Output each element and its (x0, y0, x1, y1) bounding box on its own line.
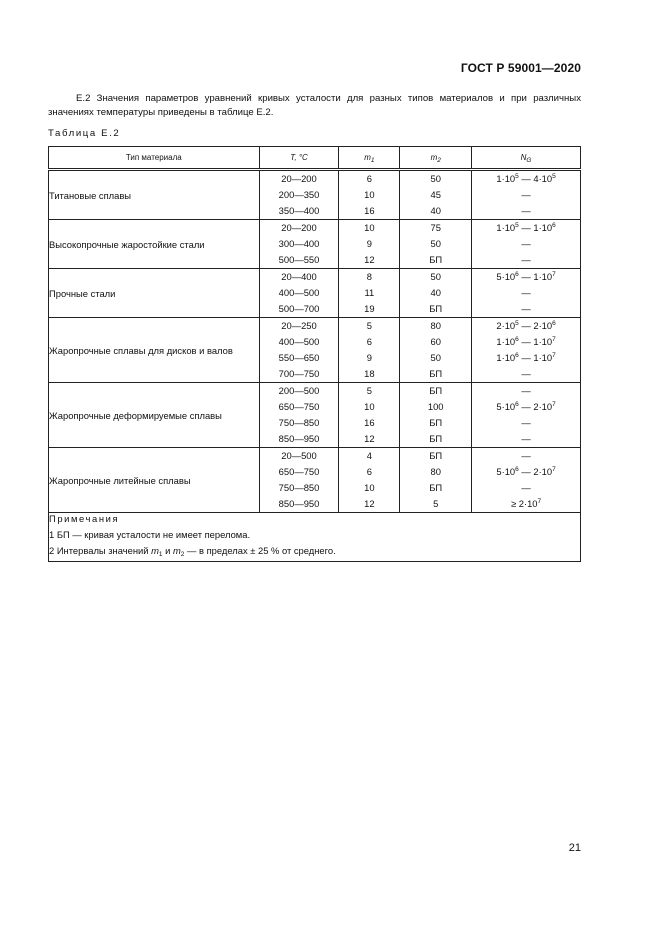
m2-value: БП (429, 303, 443, 314)
table-caption: Таблица Е.2 (48, 128, 121, 139)
ng-value: $1\cdot 10^6$ — $1\cdot 10^7$ (496, 336, 556, 347)
material-name-cell: Прочные стали (49, 269, 260, 318)
column-header-m2 (400, 147, 472, 170)
ng-value: — (521, 303, 531, 314)
intro-paragraph: Е.2 Значения параметров уравнений кривых усталости для разных типов материалов и при различных значениях температуры приведены в таблице Е.2. (48, 93, 581, 118)
table-row (49, 383, 581, 448)
temperature-range: 200—500 (278, 385, 320, 396)
m1-value: 18 (364, 368, 375, 379)
m2-value: 50 (430, 173, 441, 184)
notes-heading: Примечания (49, 513, 120, 524)
column-header-ng (472, 147, 581, 170)
m1-value-cell (339, 383, 400, 448)
m1-value: 4 (366, 450, 372, 461)
temperature-range: 200—350 (278, 189, 320, 200)
m2-value: 50 (430, 352, 441, 363)
m1-value: 9 (366, 238, 372, 249)
notes-row (49, 513, 581, 562)
fatigue-parameters-table (48, 146, 581, 562)
table-row (49, 170, 581, 220)
ng-value: $5\cdot 10^6$ — $1\cdot 10^7$ (496, 271, 556, 282)
m1-value-cell (339, 318, 400, 383)
temperature-range: 650—750 (278, 401, 320, 412)
temperature-range: 700—750 (278, 368, 320, 379)
ng-value: — (521, 189, 531, 200)
m1-value: 10 (364, 482, 375, 493)
m1-value: 8 (366, 271, 372, 282)
temperature-range: 750—850 (278, 482, 320, 493)
m2-value-cell (400, 269, 472, 318)
table-row (49, 220, 581, 269)
column-header-m2-text: $m_2$ (430, 153, 441, 164)
ng-value-cell (472, 383, 581, 448)
ng-value: $2\cdot 10^5$ — $2\cdot 10^6$ (496, 320, 556, 331)
temperature-range: 20—200 (281, 173, 317, 184)
temperature-range: 20—400 (281, 271, 317, 282)
m1-value: 12 (364, 498, 375, 509)
table-row (49, 448, 581, 513)
ng-value-cell (472, 318, 581, 383)
m2-value: 80 (430, 320, 441, 331)
m2-value: 45 (430, 189, 441, 200)
m1-value: 10 (364, 401, 375, 412)
m1-value: 16 (364, 417, 375, 428)
m1-value: 12 (364, 254, 375, 265)
m2-value-cell (400, 318, 472, 383)
column-header-material: Тип материала (49, 147, 260, 170)
ng-value: $1\cdot 10^6$ — $1\cdot 10^7$ (496, 352, 556, 363)
temperature-range-cell (259, 269, 339, 318)
table-row (49, 318, 581, 383)
temperature-range: 20—200 (281, 222, 317, 233)
ng-value: — (521, 238, 531, 249)
ng-value: — (521, 482, 531, 493)
temperature-range: 400—500 (278, 287, 320, 298)
m2-value: 80 (430, 466, 441, 477)
m2-value: 75 (430, 222, 441, 233)
ng-value: — (521, 205, 531, 216)
m2-value: 50 (430, 238, 441, 249)
ng-value: — (521, 254, 531, 265)
material-name-cell: Жаропрочные деформируемые сплавы (49, 383, 260, 448)
temperature-range: 850—950 (278, 433, 320, 444)
m2-value: 40 (430, 287, 441, 298)
temperature-range: 750—850 (278, 417, 320, 428)
note-line-1: 1 БП — кривая усталости не имеет перелома. (49, 529, 251, 540)
m2-value: БП (429, 368, 443, 379)
temperature-range-cell (259, 383, 339, 448)
page-number: 21 (568, 842, 581, 854)
note-line-2: 2 Интервалы значений $m_1$ и $m_2$ — в пределах ± 25 % от среднего. (49, 545, 336, 558)
ng-value: — (521, 385, 531, 396)
m1-value-cell (339, 448, 400, 513)
standard-designation: ГОСТ Р 59001—2020 (460, 61, 581, 75)
temperature-range: 20—250 (281, 320, 317, 331)
m1-value-cell (339, 170, 400, 220)
temperature-range: 650—750 (278, 466, 320, 477)
ng-value: ≥ $2\cdot 10^7$ (510, 498, 542, 509)
column-header-m1-text: $m_1$ (364, 153, 375, 164)
column-header-ng-text: $N_G$ (520, 153, 532, 164)
ng-value: — (521, 417, 531, 428)
m1-value: 6 (366, 173, 372, 184)
ng-value: — (521, 450, 531, 461)
m1-value: 6 (366, 466, 372, 477)
m2-value: БП (429, 482, 443, 493)
temperature-range: 550—650 (278, 352, 320, 363)
m2-value: БП (429, 450, 443, 461)
m1-value: 19 (364, 303, 375, 314)
m2-value: 50 (430, 271, 441, 282)
material-name-cell: Высокопрочные жаростойкие стали (49, 220, 260, 269)
m2-value: 100 (427, 401, 444, 412)
temperature-range: 300—400 (278, 238, 320, 249)
m2-value: 5 (433, 498, 439, 509)
m1-value: 11 (364, 287, 375, 298)
temperature-range: 850—950 (278, 498, 320, 509)
m1-value: 5 (366, 320, 372, 331)
ng-value: $5\cdot 10^6$ — $2\cdot 10^7$ (496, 401, 556, 412)
ng-value: $1\cdot 10^5$ — $4\cdot 10^5$ (496, 173, 556, 184)
ng-value: — (521, 368, 531, 379)
temperature-range-cell (259, 220, 339, 269)
table-body (49, 170, 581, 513)
m2-value-cell (400, 448, 472, 513)
m2-value-cell (400, 220, 472, 269)
column-header-m1 (339, 147, 400, 170)
temperature-range: 500—550 (278, 254, 320, 265)
m2-value: 40 (430, 205, 441, 216)
m2-value-cell (400, 170, 472, 220)
temperature-range-cell (259, 170, 339, 220)
ng-value-cell (472, 269, 581, 318)
m1-value: 12 (364, 433, 375, 444)
ng-value: — (521, 433, 531, 444)
temperature-range-cell (259, 318, 339, 383)
ng-value-cell (472, 170, 581, 220)
table-row (49, 269, 581, 318)
temperature-range: 350—400 (278, 205, 320, 216)
temperature-range: 500—700 (278, 303, 320, 314)
m2-value: БП (429, 417, 443, 428)
ng-value-cell (472, 220, 581, 269)
notes-cell (49, 513, 581, 562)
m1-value: 10 (364, 222, 375, 233)
m1-value: 6 (366, 336, 372, 347)
table-header-row (49, 147, 581, 170)
m2-value-cell (400, 383, 472, 448)
temperature-range: 400—500 (278, 336, 320, 347)
material-name-cell: Титановые сплавы (49, 170, 260, 220)
m1-value: 10 (364, 189, 375, 200)
m2-value: БП (429, 254, 443, 265)
ng-value: $1\cdot 10^5$ — $1\cdot 10^6$ (496, 222, 556, 233)
m1-value: 16 (364, 205, 375, 216)
m1-value: 9 (366, 352, 372, 363)
m2-value: БП (429, 385, 443, 396)
m1-value: 5 (366, 385, 372, 396)
ng-value: — (521, 287, 531, 298)
ng-value: $5\cdot 10^6$ — $2\cdot 10^7$ (496, 466, 556, 477)
m2-value: 60 (430, 336, 441, 347)
material-name-cell: Жаропрочные сплавы для дисков и валов (49, 318, 260, 383)
material-name-cell: Жаропрочные литейные сплавы (49, 448, 260, 513)
temperature-range-cell (259, 448, 339, 513)
ng-value-cell (472, 448, 581, 513)
m2-value: БП (429, 433, 443, 444)
m1-value-cell (339, 269, 400, 318)
temperature-range: 20—500 (281, 450, 317, 461)
m1-value-cell (339, 220, 400, 269)
column-header-temperature-text: T, °C (290, 153, 308, 162)
column-header-temperature (259, 147, 339, 170)
